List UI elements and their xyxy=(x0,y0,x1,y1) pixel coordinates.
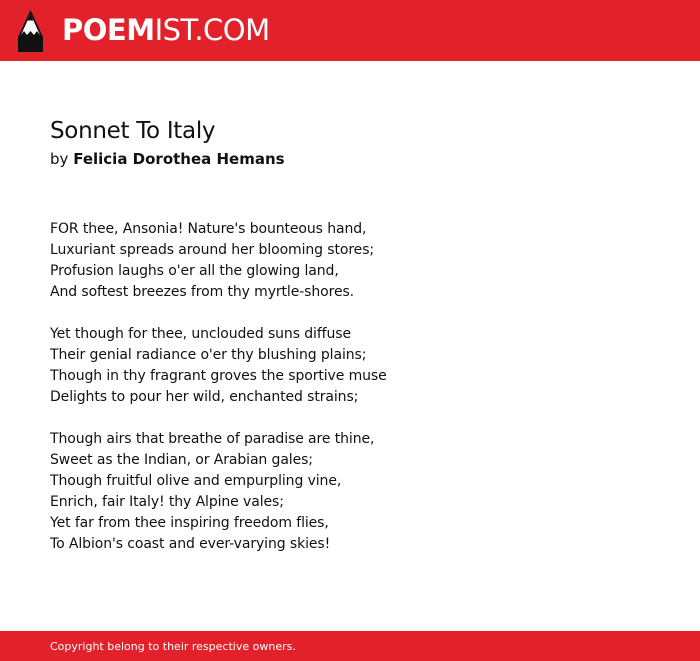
brand-bold-text: POEM xyxy=(62,13,155,47)
poem-line: Delights to pour her wild, enchanted strains; xyxy=(50,389,359,405)
poem-line: And softest breezes from thy myrtle-shores. xyxy=(50,284,355,300)
stanza xyxy=(50,429,670,555)
author-name: Felicia Dorothea Hemans xyxy=(73,150,285,168)
site-header xyxy=(0,0,700,61)
poem-line: To Albion's coast and ever-varying skies! xyxy=(50,536,331,552)
copyright-text: Copyright belong to their respective owners. xyxy=(50,640,296,653)
poem-body xyxy=(50,219,670,576)
poem-line: Though in thy fragrant groves the sportive muse xyxy=(50,368,387,384)
poem-line: Profusion laughs o'er all the glowing land, xyxy=(50,263,339,279)
poem-line: Yet far from thee inspiring freedom flies, xyxy=(50,515,329,531)
site-footer xyxy=(0,631,700,661)
pencil-tip-icon[interactable] xyxy=(18,10,43,52)
site-logo-text[interactable] xyxy=(62,14,270,46)
poem-line: Though fruitful olive and empurpling vine, xyxy=(50,473,342,489)
brand-light-text: IST.COM xyxy=(154,13,270,47)
poem-line: Their genial radiance o'er thy blushing plains; xyxy=(50,347,367,363)
poem-line: Yet though for thee, unclouded suns diffuse xyxy=(50,326,351,342)
poem-byline xyxy=(50,149,285,169)
poem-title: Sonnet To Italy xyxy=(50,118,216,144)
by-label: by xyxy=(50,150,69,168)
stanza xyxy=(50,219,670,303)
stanza xyxy=(50,324,670,408)
poem-line: Sweet as the Indian, or Arabian gales; xyxy=(50,452,313,468)
poem-line: Enrich, fair Italy! thy Alpine vales; xyxy=(50,494,284,510)
poem-line: Luxuriant spreads around her blooming stores; xyxy=(50,242,375,258)
poem-line: Though airs that breathe of paradise are thine, xyxy=(50,431,375,447)
poem-line: FOR thee, Ansonia! Nature's bounteous hand, xyxy=(50,221,367,237)
